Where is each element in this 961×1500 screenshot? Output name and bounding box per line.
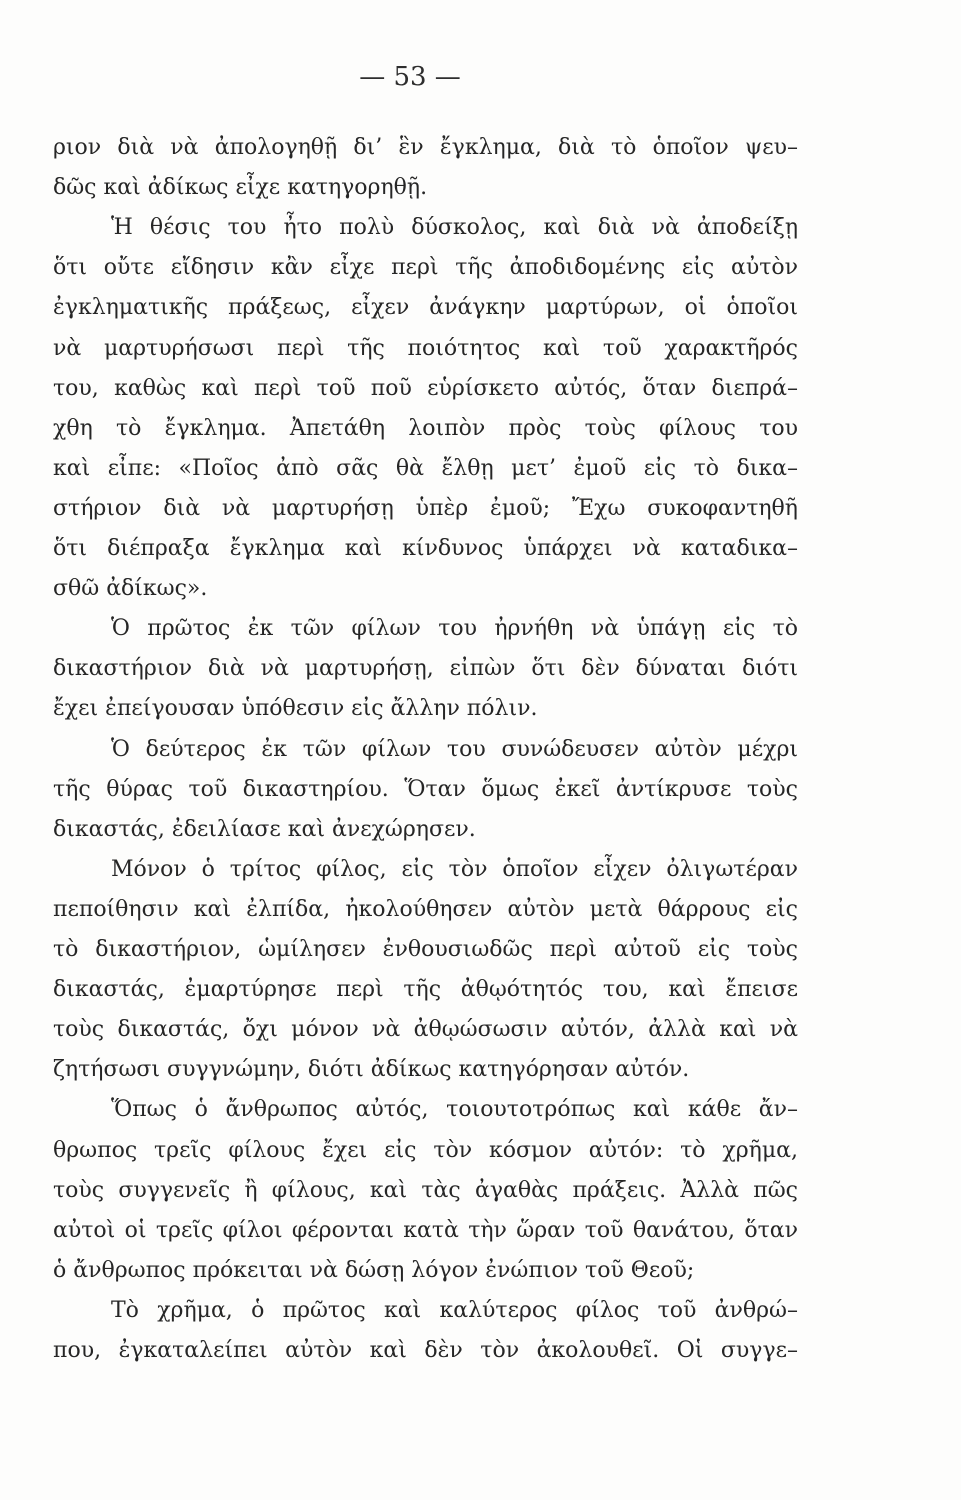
text-line: δικαστάς, ἐδειλίασε καὶ ἀνεχώρησεν. bbox=[53, 817, 476, 842]
text-line: ὅτι οὔτε εἴδησιν κἂν εἶχε περὶ τῆς ἀποδιδομένης εἰς αὐτὸν bbox=[53, 255, 798, 280]
text-line: τοὺς δικαστάς, ὄχι μόνον νὰ ἀθῳώσωσιν αὐτόν, ἀλλὰ καὶ νὰ bbox=[53, 1017, 798, 1042]
text-line: τὸ δικαστήριον, ὡμίλησεν ἐνθουσιωδῶς περὶ αὐτοῦ εἰς τοὺς bbox=[53, 937, 798, 962]
text-line: τῆς θύρας τοῦ δικαστηρίου. Ὅταν ὅμως ἐκεῖ ἀντίκρυσε τοὺς bbox=[53, 777, 798, 802]
text-line: Μόνον ὁ τρίτος φίλος, εἰς τὸν ὁποῖον εἶχεν ὀλιγωτέραν bbox=[111, 857, 798, 882]
text-line: του, καθὼς καὶ περὶ τοῦ ποῦ εὑρίσκετο αὐτός, ὅταν διεπρά– bbox=[53, 376, 798, 401]
text-line: καὶ εἶπε: «Ποῖος ἀπὸ σᾶς θὰ ἔλθῃ μετ’ ἐμοῦ εἰς τὸ δικα– bbox=[53, 456, 798, 481]
text-line: Ἡ θέσις του ἦτο πολὺ δύσκολος, καὶ διὰ νὰ ἀποδείξῃ bbox=[111, 215, 798, 240]
text-line: Τὸ χρῆμα, ὁ πρῶτος καὶ καλύτερος φίλος τοῦ ἀνθρώ– bbox=[111, 1298, 798, 1323]
text-line: Ὅπως ὁ ἄνθρωπος αὐτός, τοιουτοτρόπως καὶ κάθε ἄν– bbox=[111, 1097, 798, 1122]
text-line: νὰ μαρτυρήσωσι περὶ τῆς ποιότητος καὶ τοῦ χαρακτῆρός bbox=[53, 336, 798, 361]
page-number: — 53 — bbox=[359, 62, 461, 92]
text-line: δῶς καὶ ἀδίκως εἶχε κατηγορηθῇ. bbox=[53, 175, 428, 200]
text-line: στήριον διὰ νὰ μαρτυρήσῃ ὑπὲρ ἐμοῦ; Ἔχω συκοφαντηθῆ bbox=[53, 496, 798, 521]
text-line: Ὁ πρῶτος ἐκ τῶν φίλων του ἠρνήθη νὰ ὑπάγῃ εἰς τὸ bbox=[111, 616, 798, 641]
text-line: ζητήσωσι συγγνώμην, διότι ἀδίκως κατηγόρησαν αὐτόν. bbox=[53, 1057, 690, 1082]
text-line: δικαστάς, ἐμαρτύρησε περὶ τῆς ἀθῳότητός του, καὶ ἔπεισε bbox=[53, 977, 798, 1002]
text-line: ἔχει ἐπείγουσαν ὑπόθεσιν εἰς ἄλλην πόλιν. bbox=[53, 696, 538, 721]
text-line: ριον διὰ νὰ ἀπολογηθῇ δι’ ἓν ἔγκλημα, διὰ τὸ ὁποῖον ψευ– bbox=[53, 135, 798, 160]
text-line: ἐγκληματικῆς πράξεως, εἶχεν ἀνάγκην μαρτύρων, οἱ ὁποῖοι bbox=[53, 295, 798, 320]
text-line: θρωπος τρεῖς φίλους ἔχει εἰς τὸν κόσμον αὐτόν: τὸ χρῆμα, bbox=[53, 1138, 798, 1163]
text-line: πεποίθησιν καὶ ἐλπίδα, ἠκολούθησεν αὐτὸν μετὰ θάρρους εἰς bbox=[53, 897, 798, 922]
text-line: αὐτοὶ οἱ τρεῖς φίλοι φέρονται κατὰ τὴν ὥραν τοῦ θανάτου, ὅταν bbox=[53, 1218, 798, 1243]
text-line: χθη τὸ ἔγκλημα. Ἀπετάθη λοιπὸν πρὸς τοὺς φίλους του bbox=[53, 416, 798, 441]
text-line: που, ἐγκαταλείπει αὐτὸν καὶ δὲν τὸν ἀκολουθεῖ. Οἱ συγγε– bbox=[53, 1338, 798, 1363]
text-line: δικαστήριον διὰ νὰ μαρτυρήσῃ, εἰπὼν ὅτι δὲν δύναται διότι bbox=[53, 656, 798, 681]
text-line: Ὁ δεύτερος ἐκ τῶν φίλων του συνώδευσεν αὐτὸν μέχρι bbox=[111, 737, 798, 762]
text-line: σθῶ ἀδίκως». bbox=[53, 576, 208, 601]
text-line: τοὺς συγγενεῖς ἢ φίλους, καὶ τὰς ἀγαθὰς πράξεις. Ἀλλὰ πῶς bbox=[53, 1178, 798, 1203]
text-line: ὁ ἄνθρωπος πρόκειται νὰ δώσῃ λόγον ἐνώπιον τοῦ Θεοῦ; bbox=[53, 1258, 695, 1283]
text-line: ὅτι διέπραξα ἔγκλημα καὶ κίνδυνος ὑπάρχει νὰ καταδικα– bbox=[53, 536, 798, 561]
